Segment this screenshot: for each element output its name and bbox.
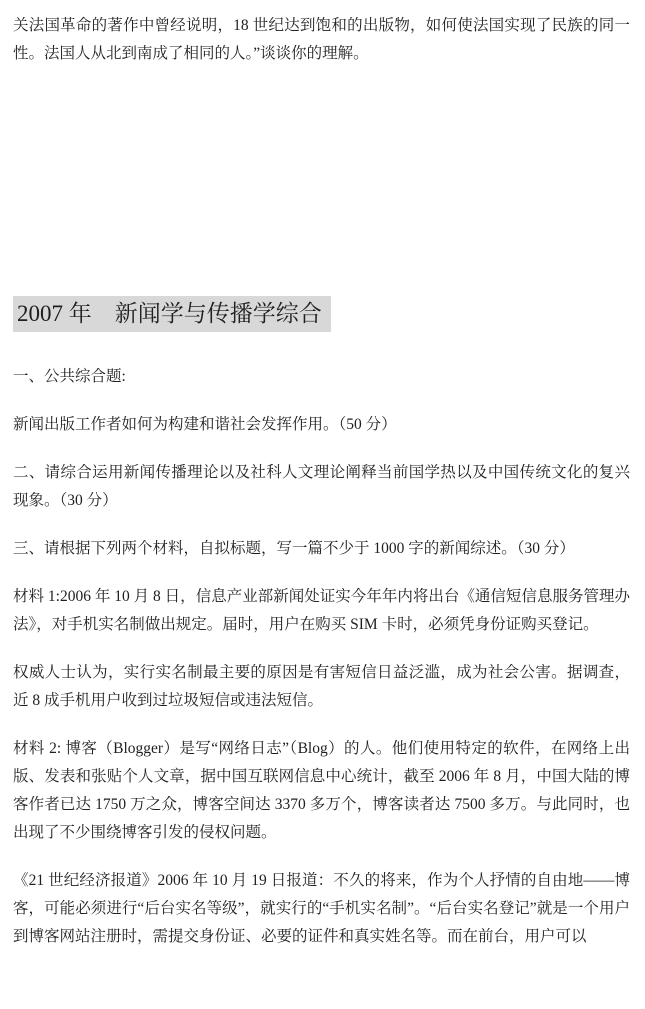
news-report-paragraph: 《21 世纪经济报道》2006 年 10 月 19 日报道：不久的将来，作为个人抒情的自由地——博客，可能必须进行“后台实名等级”，就实行的“手机实名制”。“后台实名登记”就是一个用户到博客网站注册时，需提交身份证、必要的证件和真实姓名等。而在前台，用户可以 (13, 872, 630, 945)
material-2-paragraph: 材料 2: 博客（Blogger）是写“网络日志”（Blog）的人。他们使用特定的软件，在网络上出版、发表和张贴个人文章，据中国互联网信息中心统计，截至 2006 年 8 月，中国大陆的博客作者已达 1750 万之众，博客空间达 3370 多万个，博客读者达 7500 多万。与此同时，也出现了不少围绕博客引发的侵权问题。 (13, 740, 630, 841)
section-title (13, 296, 630, 332)
page-gap (13, 88, 630, 296)
question-3: 三、请根据下列两个材料，自拟标题，写一篇不少于 1000 字的新闻综述。（30 分） (13, 540, 575, 557)
material-1-analysis-paragraph: 权威人士认为，实行实名制最主要的原因是有害短信日益泛滥，成为社会公害。据调查，近 8 成手机用户收到过垃圾短信或违法短信。 (13, 664, 630, 709)
intro-paragraph: 关法国革命的著作中曾经说明，18 世纪达到饱和的出版物，如何使法国实现了民族的同一性。法国人从北到南成了相同的人。”谈谈你的理解。 (13, 17, 630, 62)
section-title-highlight: 2007 年 新闻学与传播学综合 (13, 296, 331, 332)
question-1: 新闻出版工作者如何为构建和谐社会发挥作用。（50 分） (13, 416, 397, 433)
material-1-paragraph: 材料 1:2006 年 10 月 8 日，信息产业部新闻处证实今年年内将出台《通信短信息服务管理办法》，对手机实名制做出规定。届时，用户在购买 SIM 卡时，必须凭身份证购买登记。 (13, 588, 630, 633)
question-2: 二、请综合运用新闻传播理论以及社科人文理论阐释当前国学热以及中国传统文化的复兴现象。（30 分） (13, 464, 630, 509)
questions-heading: 一、公共综合题: (13, 368, 126, 385)
